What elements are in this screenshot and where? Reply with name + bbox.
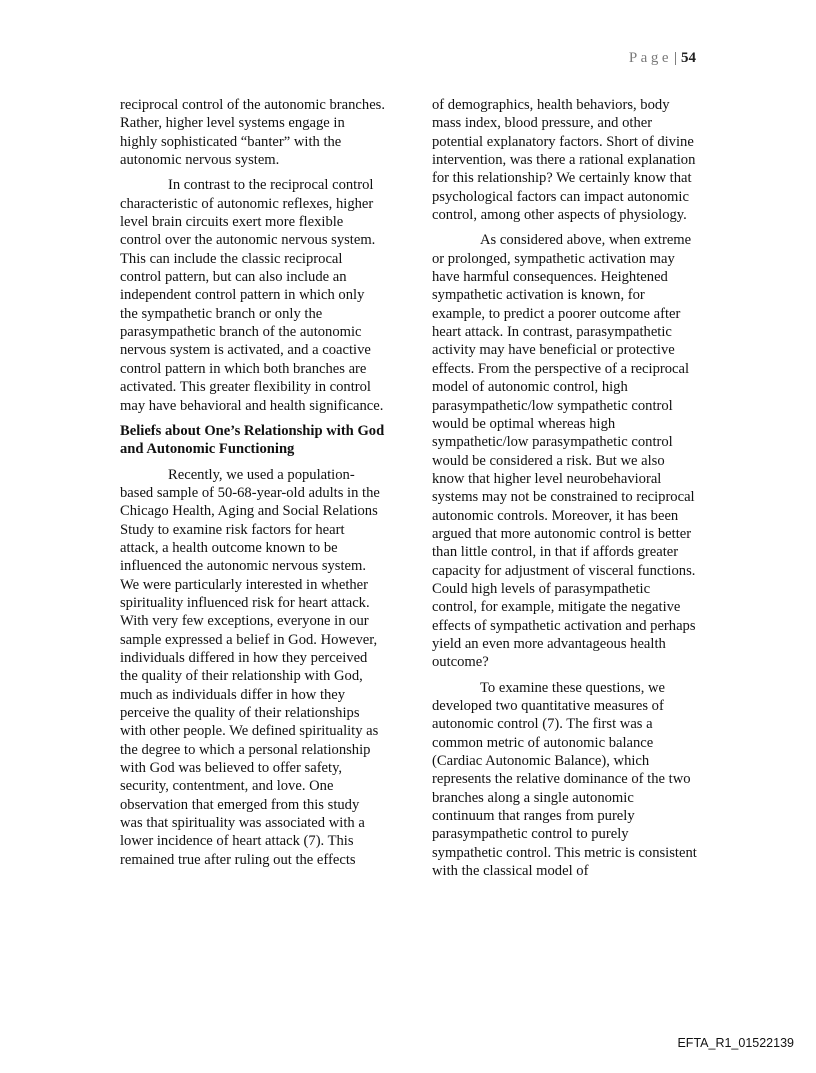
page-header bbox=[629, 50, 696, 67]
page-label: Page bbox=[628, 50, 672, 66]
paragraph: reciprocal control of the autonomic branches. Rather, higher level systems engage in highly sophisticated “banter” with the autonomic nervous system. bbox=[120, 97, 386, 169]
right-column bbox=[432, 96, 698, 887]
paragraph: To examine these questions, we developed two quantitative measures of autonomic control (7). The first was a common metric of autonomic balance (Cardiac Autonomic Balance), which represents the relative dominance of the two branches along a single autonomic continuum that ranges from purely parasympathetic control to purely sympathetic control. This metric is consistent with the classical model of bbox=[432, 679, 697, 880]
paragraph: In contrast to the reciprocal control characteristic of autonomic reflexes, higher level brain circuits exert more flexible control over the autonomic nervous system. This can include the classic reciprocal control pattern, but can also include an independent control pattern in which only the sympathetic branch or only the parasympathetic branch of the autonomic nervous system is activated, and a coactive control pattern in which both branches are activated. This greater flexibility in control may have behavioral and health significance. bbox=[120, 177, 384, 414]
paragraph: As considered above, when extreme or prolonged, sympathetic activation may have harmful consequences. Heightened sympathetic activation is known, for example, to predict a poorer outcome after heart attack. In contrast, parasympathetic activity may have beneficial or protective effects. From the perspective of a reciprocal model of autonomic control, high parasympathetic/low sympathetic control would be optimal whereas high sympathetic/low parasympathetic control would be considered a risk. But we also know that higher level neurobehavioral systems may not be constrained to reciprocal autonomic controls. Moreover, it has been argued that more autonomic control is better than little control, in that if affords greater capacity for adjustment of visceral functions. Could high levels of parasympathetic control, for example, mitigate the negative effects of sympathetic activation and perhaps yield an even more advantageous health outcome? bbox=[432, 232, 696, 671]
left-column bbox=[120, 96, 385, 876]
section-heading: Beliefs about One’s Relationship with God and Autonomic Functioning bbox=[120, 422, 385, 458]
document-id: EFTA_R1_01522139 bbox=[677, 1036, 794, 1050]
page-separator: | bbox=[673, 50, 677, 66]
paragraph: of demographics, health behaviors, body mass index, blood pressure, and other potential explanatory factors. Short of divine intervention, was there a rational explanation for this relationship? We certainly know that psychological factors can impact autonomic control, among other aspects of physiology. bbox=[432, 97, 696, 224]
page-number: 54 bbox=[681, 50, 696, 66]
paragraph: Recently, we used a population-based sample of 50-68-year-old adults in the Chicago Health, Aging and Social Relations Study to examine risk factors for heart attack, a health outcome known to be influenced the autonomic nervous system. We were particularly interested in whether spirituality influenced risk for heart attack. With very few exceptions, everyone in our sample expressed a belief in God. However, individuals differed in how they perceived the quality of their relationship with God, much as individuals differ in how they perceive the quality of their relationships with other people. We defined spirituality as the degree to which a personal relationship with God was believed to offer safety, security, contentment, and love. One observation that emerged from this study was that spirituality was associated with a lower incidence of heart attack (7). This remained true after ruling out the effects bbox=[120, 466, 380, 868]
